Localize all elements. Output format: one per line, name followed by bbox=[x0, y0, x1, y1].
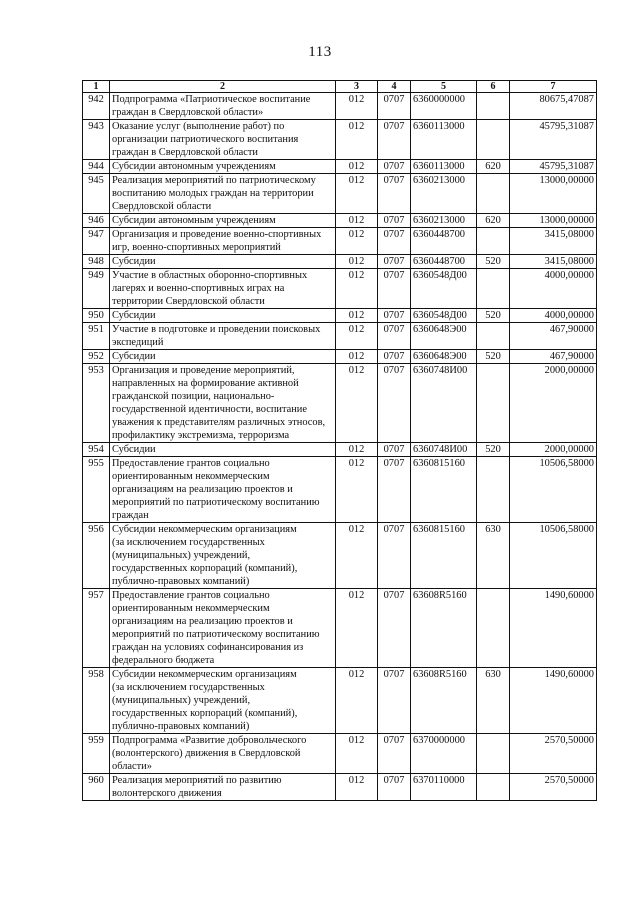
row-target-code: 6360000000 bbox=[411, 93, 477, 120]
row-amount: 13000,00000 bbox=[510, 174, 597, 214]
row-expense-type: 520 bbox=[477, 350, 510, 364]
row-amount: 80675,47087 bbox=[510, 93, 597, 120]
row-name bbox=[110, 174, 336, 214]
row-name-line: экспедиций bbox=[112, 337, 164, 348]
row-name-line: Субсидии bbox=[112, 256, 156, 267]
row-number: 953 bbox=[83, 364, 110, 443]
row-ministry-code: 012 bbox=[336, 160, 378, 174]
row-number: 955 bbox=[83, 457, 110, 523]
row-expense-type: 520 bbox=[477, 443, 510, 457]
row-name-line: граждан bbox=[112, 510, 149, 521]
row-ministry-code: 012 bbox=[336, 93, 378, 120]
row-name-line: государственной идентичности, воспитание bbox=[112, 404, 307, 415]
row-expense-type: 620 bbox=[477, 160, 510, 174]
row-ministry-code: 012 bbox=[336, 228, 378, 255]
row-name-line: направленных на формирование активной bbox=[112, 378, 299, 389]
row-section-code: 0707 bbox=[378, 174, 411, 214]
row-amount: 2570,50000 bbox=[510, 774, 597, 801]
row-name bbox=[110, 323, 336, 350]
row-name bbox=[110, 668, 336, 734]
row-name-line: государственных корпораций (компаний), bbox=[112, 563, 298, 574]
row-number: 946 bbox=[83, 214, 110, 228]
row-section-code: 0707 bbox=[378, 668, 411, 734]
row-expense-type: 520 bbox=[477, 309, 510, 323]
row-name bbox=[110, 120, 336, 160]
row-name-line: Субсидии автономным учреждениям bbox=[112, 161, 276, 172]
row-name bbox=[110, 364, 336, 443]
row-name-line: государственных корпораций (компаний), bbox=[112, 708, 298, 719]
row-section-code: 0707 bbox=[378, 214, 411, 228]
table-row bbox=[83, 457, 597, 523]
row-section-code: 0707 bbox=[378, 93, 411, 120]
row-ministry-code: 012 bbox=[336, 323, 378, 350]
row-number: 943 bbox=[83, 120, 110, 160]
row-ministry-code: 012 bbox=[336, 255, 378, 269]
row-amount: 2000,00000 bbox=[510, 364, 597, 443]
row-name-line: гражданской позиции, национально- bbox=[112, 391, 275, 402]
row-expense-type bbox=[477, 774, 510, 801]
row-amount: 1490,60000 bbox=[510, 668, 597, 734]
row-expense-type bbox=[477, 323, 510, 350]
row-name-line: Предоставление грантов социально bbox=[112, 458, 270, 469]
table-header-row bbox=[83, 81, 597, 93]
row-name-line: (муниципальных) учреждений, bbox=[112, 550, 251, 561]
row-name-line: Участие в подготовке и проведении поисковых bbox=[112, 324, 321, 335]
row-name-line: волонтерского движения bbox=[112, 788, 222, 799]
row-number: 959 bbox=[83, 734, 110, 774]
row-name-line: (за исключением государственных bbox=[112, 537, 265, 548]
row-ministry-code: 012 bbox=[336, 214, 378, 228]
table-row bbox=[83, 214, 597, 228]
row-name-line: Субсидии автономным учреждениям bbox=[112, 215, 276, 226]
table-row bbox=[83, 774, 597, 801]
header-col-1: 1 bbox=[83, 81, 110, 93]
row-name bbox=[110, 269, 336, 309]
row-expense-type bbox=[477, 93, 510, 120]
row-name bbox=[110, 93, 336, 120]
row-name bbox=[110, 309, 336, 323]
row-name bbox=[110, 350, 336, 364]
table-row bbox=[83, 269, 597, 309]
row-section-code: 0707 bbox=[378, 734, 411, 774]
row-target-code: 63608R5160 bbox=[411, 589, 477, 668]
row-target-code: 6360815160 bbox=[411, 457, 477, 523]
row-number: 957 bbox=[83, 589, 110, 668]
row-target-code: 6360815160 bbox=[411, 523, 477, 589]
row-expense-type bbox=[477, 457, 510, 523]
row-number: 960 bbox=[83, 774, 110, 801]
table-row bbox=[83, 120, 597, 160]
row-section-code: 0707 bbox=[378, 255, 411, 269]
row-name bbox=[110, 734, 336, 774]
header-col-5: 5 bbox=[411, 81, 477, 93]
row-name-line: организациям на реализацию проектов и bbox=[112, 484, 293, 495]
row-name-line: области» bbox=[112, 761, 152, 772]
row-name bbox=[110, 255, 336, 269]
row-amount: 2570,50000 bbox=[510, 734, 597, 774]
row-name-line: Субсидии bbox=[112, 444, 156, 455]
row-name-line: Подпрограмма «Патриотическое воспитание bbox=[112, 94, 311, 105]
row-amount: 1490,60000 bbox=[510, 589, 597, 668]
row-section-code: 0707 bbox=[378, 120, 411, 160]
row-ministry-code: 012 bbox=[336, 668, 378, 734]
row-name-line: Оказание услуг (выполнение работ) по bbox=[112, 121, 285, 132]
row-expense-type: 630 bbox=[477, 523, 510, 589]
row-target-code: 6360448700 bbox=[411, 255, 477, 269]
row-section-code: 0707 bbox=[378, 228, 411, 255]
row-name-line: воспитанию молодых граждан на территории bbox=[112, 188, 314, 199]
header-col-3: 3 bbox=[336, 81, 378, 93]
row-section-code: 0707 bbox=[378, 350, 411, 364]
row-name-line: (муниципальных) учреждений, bbox=[112, 695, 251, 706]
row-name-line: граждан в Свердловской области bbox=[112, 147, 258, 158]
row-number: 942 bbox=[83, 93, 110, 120]
row-name-line: Свердловской области bbox=[112, 201, 212, 212]
row-amount: 2000,00000 bbox=[510, 443, 597, 457]
row-section-code: 0707 bbox=[378, 443, 411, 457]
row-name-line: лагерях и военно-спортивных играх на bbox=[112, 283, 285, 294]
row-name-line: Участие в областных оборонно-спортивных bbox=[112, 270, 308, 281]
row-number: 950 bbox=[83, 309, 110, 323]
header-col-4: 4 bbox=[378, 81, 411, 93]
row-name-line: Предоставление грантов социально bbox=[112, 590, 270, 601]
table-row bbox=[83, 160, 597, 174]
row-target-code: 6360213000 bbox=[411, 214, 477, 228]
row-section-code: 0707 bbox=[378, 269, 411, 309]
row-name bbox=[110, 457, 336, 523]
row-ministry-code: 012 bbox=[336, 734, 378, 774]
row-name-line: Подпрограмма «Развитие добровольческого bbox=[112, 735, 307, 746]
row-expense-type bbox=[477, 269, 510, 309]
row-name-line: игр, военно-спортивных мероприятий bbox=[112, 242, 281, 253]
row-amount: 10506,58000 bbox=[510, 457, 597, 523]
row-expense-type bbox=[477, 174, 510, 214]
row-number: 949 bbox=[83, 269, 110, 309]
row-name-line: Субсидии bbox=[112, 351, 156, 362]
row-name-line: ориентированным некоммерческим bbox=[112, 471, 270, 482]
row-expense-type bbox=[477, 364, 510, 443]
row-amount: 467,90000 bbox=[510, 323, 597, 350]
row-number: 948 bbox=[83, 255, 110, 269]
row-name-line: граждан в Свердловской области» bbox=[112, 107, 264, 118]
table-row bbox=[83, 364, 597, 443]
row-target-code: 6360448700 bbox=[411, 228, 477, 255]
row-number: 954 bbox=[83, 443, 110, 457]
row-ministry-code: 012 bbox=[336, 364, 378, 443]
row-number: 944 bbox=[83, 160, 110, 174]
row-amount: 3415,08000 bbox=[510, 255, 597, 269]
table-row bbox=[83, 309, 597, 323]
row-name-line: территории Свердловской области bbox=[112, 296, 265, 307]
row-name bbox=[110, 523, 336, 589]
row-amount: 467,90000 bbox=[510, 350, 597, 364]
row-name-line: (за исключением государственных bbox=[112, 682, 265, 693]
row-section-code: 0707 bbox=[378, 309, 411, 323]
row-expense-type: 520 bbox=[477, 255, 510, 269]
table-row bbox=[83, 668, 597, 734]
row-target-code: 6360548Д00 bbox=[411, 269, 477, 309]
row-name-line: организации патриотического воспитания bbox=[112, 134, 299, 145]
row-name bbox=[110, 443, 336, 457]
budget-table bbox=[82, 80, 597, 801]
table-row bbox=[83, 93, 597, 120]
row-section-code: 0707 bbox=[378, 774, 411, 801]
row-amount: 4000,00000 bbox=[510, 309, 597, 323]
row-name-line: ориентированным некоммерческим bbox=[112, 603, 270, 614]
row-name-line: граждан на условиях софинансирования из bbox=[112, 642, 304, 653]
row-name bbox=[110, 589, 336, 668]
row-target-code: 6360648Э00 bbox=[411, 323, 477, 350]
table-row bbox=[83, 589, 597, 668]
row-number: 947 bbox=[83, 228, 110, 255]
row-ministry-code: 012 bbox=[336, 774, 378, 801]
table-row bbox=[83, 255, 597, 269]
row-target-code: 6360748И00 bbox=[411, 364, 477, 443]
row-target-code: 6360113000 bbox=[411, 120, 477, 160]
row-ministry-code: 012 bbox=[336, 174, 378, 214]
row-amount: 13000,00000 bbox=[510, 214, 597, 228]
row-name-line: Организация и проведение военно-спортивных bbox=[112, 229, 322, 240]
table-row bbox=[83, 523, 597, 589]
row-name-line: Организация и проведение мероприятий, bbox=[112, 365, 295, 376]
row-ministry-code: 012 bbox=[336, 269, 378, 309]
row-name-line: Субсидии некоммерческим организациям bbox=[112, 669, 297, 680]
row-name-line: публично-правовых компаний) bbox=[112, 721, 250, 732]
row-number: 951 bbox=[83, 323, 110, 350]
header-col-7: 7 bbox=[510, 81, 597, 93]
row-section-code: 0707 bbox=[378, 323, 411, 350]
row-section-code: 0707 bbox=[378, 589, 411, 668]
table-body bbox=[83, 93, 597, 801]
row-amount: 10506,58000 bbox=[510, 523, 597, 589]
row-name-line: мероприятий по патриотическому воспитанию bbox=[112, 497, 320, 508]
table-row bbox=[83, 350, 597, 364]
row-expense-type bbox=[477, 734, 510, 774]
row-name-line: уважения к представителям различных этносов, bbox=[112, 417, 326, 428]
row-name-line: федерального бюджета bbox=[112, 655, 215, 666]
row-section-code: 0707 bbox=[378, 523, 411, 589]
row-name-line: публично-правовых компаний) bbox=[112, 576, 250, 587]
row-section-code: 0707 bbox=[378, 160, 411, 174]
table-row bbox=[83, 734, 597, 774]
row-name bbox=[110, 774, 336, 801]
row-amount: 45795,31087 bbox=[510, 120, 597, 160]
row-target-code: 6360213000 bbox=[411, 174, 477, 214]
table-row bbox=[83, 174, 597, 214]
row-name bbox=[110, 214, 336, 228]
row-ministry-code: 012 bbox=[336, 457, 378, 523]
row-target-code: 6360748И00 bbox=[411, 443, 477, 457]
row-target-code: 63608R5160 bbox=[411, 668, 477, 734]
row-ministry-code: 012 bbox=[336, 309, 378, 323]
row-name-line: Реализация мероприятий по патриотическому bbox=[112, 175, 316, 186]
row-expense-type bbox=[477, 228, 510, 255]
table-row bbox=[83, 443, 597, 457]
row-name-line: организациям на реализацию проектов и bbox=[112, 616, 293, 627]
row-expense-type bbox=[477, 589, 510, 668]
row-ministry-code: 012 bbox=[336, 443, 378, 457]
row-target-code: 6360548Д00 bbox=[411, 309, 477, 323]
row-amount: 3415,08000 bbox=[510, 228, 597, 255]
row-number: 956 bbox=[83, 523, 110, 589]
row-number: 958 bbox=[83, 668, 110, 734]
row-expense-type bbox=[477, 120, 510, 160]
row-number: 952 bbox=[83, 350, 110, 364]
table-row bbox=[83, 228, 597, 255]
row-number: 945 bbox=[83, 174, 110, 214]
row-name-line: Субсидии bbox=[112, 310, 156, 321]
row-ministry-code: 012 bbox=[336, 350, 378, 364]
row-target-code: 6370110000 bbox=[411, 774, 477, 801]
header-col-2: 2 bbox=[110, 81, 336, 93]
page-number: 113 bbox=[308, 44, 332, 60]
row-name-line: Субсидии некоммерческим организациям bbox=[112, 524, 297, 535]
row-name-line: (волонтерского) движения в Свердловской bbox=[112, 748, 301, 759]
row-target-code: 6360648Э00 bbox=[411, 350, 477, 364]
row-expense-type: 630 bbox=[477, 668, 510, 734]
row-ministry-code: 012 bbox=[336, 589, 378, 668]
row-target-code: 6370000000 bbox=[411, 734, 477, 774]
row-name-line: мероприятий по патриотическому воспитанию bbox=[112, 629, 320, 640]
row-section-code: 0707 bbox=[378, 364, 411, 443]
row-section-code: 0707 bbox=[378, 457, 411, 523]
row-name bbox=[110, 228, 336, 255]
row-ministry-code: 012 bbox=[336, 523, 378, 589]
row-name-line: профилактику экстремизма, терроризма bbox=[112, 430, 290, 441]
row-expense-type: 620 bbox=[477, 214, 510, 228]
row-target-code: 6360113000 bbox=[411, 160, 477, 174]
row-name-line: Реализация мероприятий по развитию bbox=[112, 775, 282, 786]
header-col-6: 6 bbox=[477, 81, 510, 93]
table-row bbox=[83, 323, 597, 350]
row-name bbox=[110, 160, 336, 174]
row-amount: 4000,00000 bbox=[510, 269, 597, 309]
row-ministry-code: 012 bbox=[336, 120, 378, 160]
row-amount: 45795,31087 bbox=[510, 160, 597, 174]
